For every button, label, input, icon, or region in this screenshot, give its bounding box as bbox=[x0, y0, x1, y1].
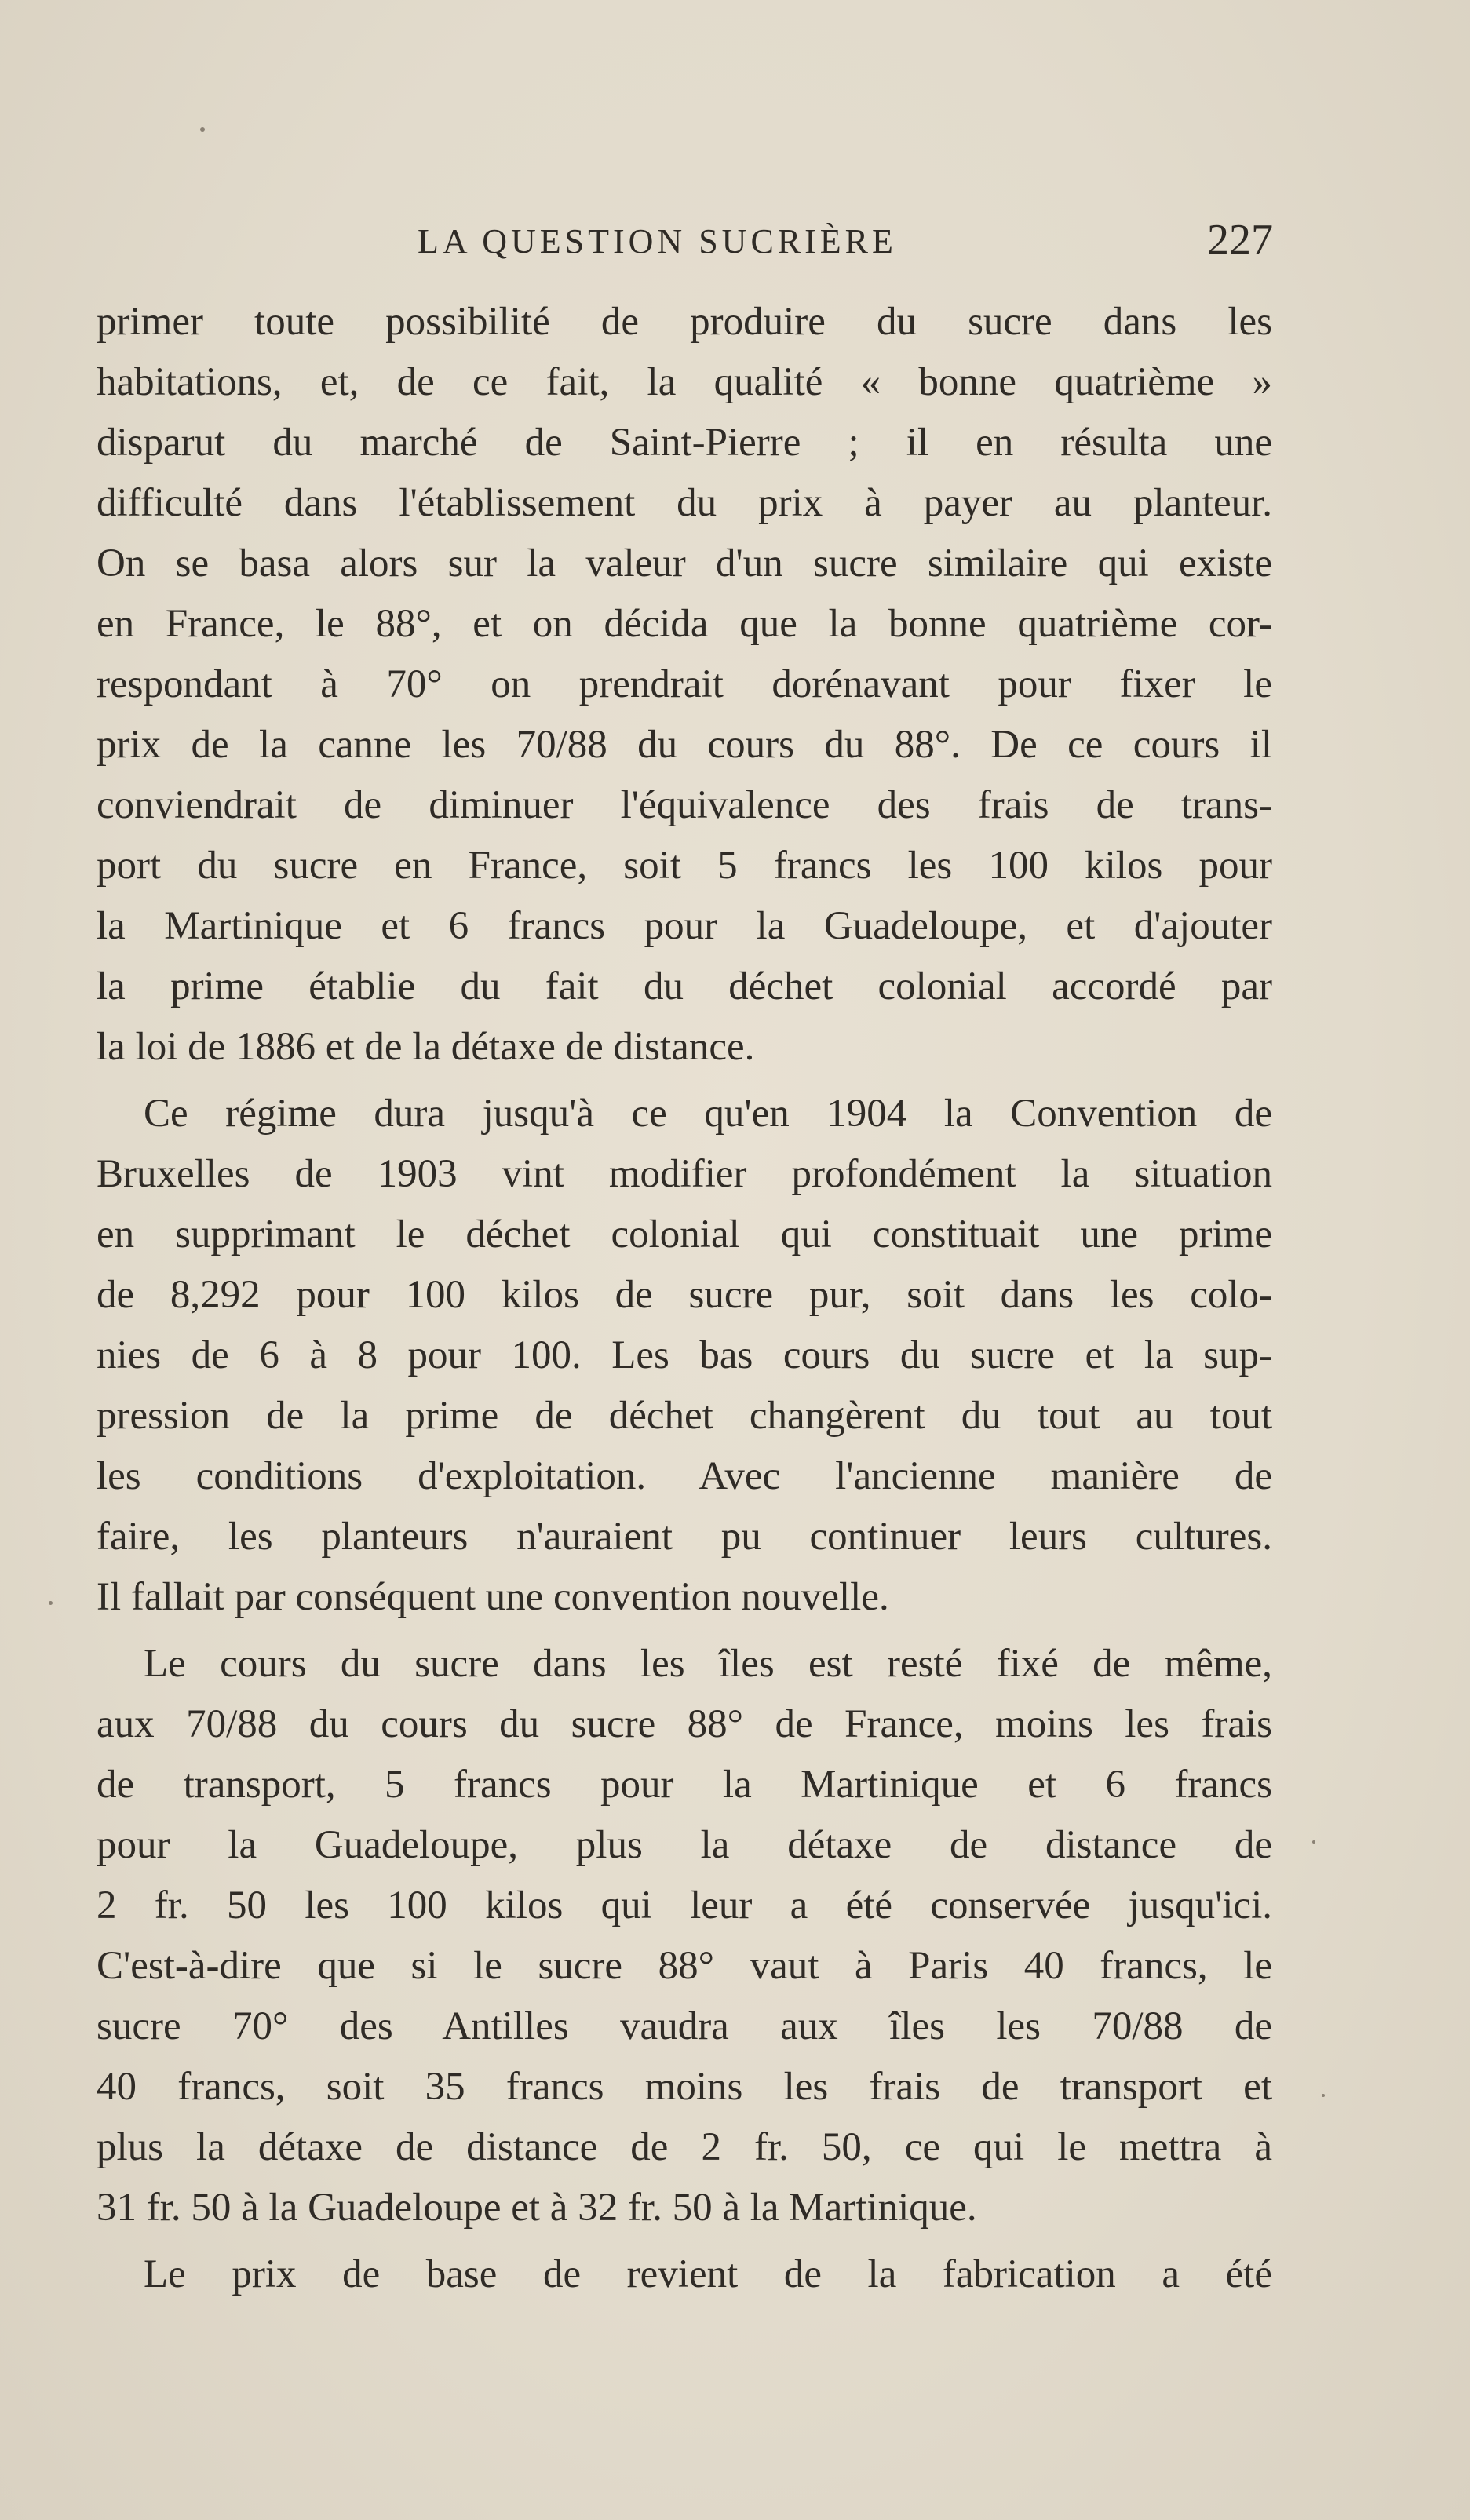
text-line: conviendrait de diminuer l'équivalence des frais de trans- bbox=[97, 783, 1272, 827]
paper-speck bbox=[200, 127, 205, 132]
paper-speck bbox=[1312, 1840, 1315, 1844]
page-header bbox=[94, 215, 1271, 270]
text-line: Bruxelles de 1903 vint modifier profondément la situation bbox=[97, 1152, 1272, 1196]
text-line: 40 francs, soit 35 francs moins les frais de transport et bbox=[97, 2065, 1272, 2109]
text-line: 31 fr. 50 à la Guadeloupe et à 32 fr. 50 à la Martinique. bbox=[97, 2186, 977, 2230]
text-line: difficulté dans l'établissement du prix à payer au planteur. bbox=[97, 481, 1272, 525]
paper-speck bbox=[49, 1601, 53, 1605]
text-line: la loi de 1886 et de la détaxe de distance. bbox=[97, 1025, 755, 1069]
text-line: primer toute possibilité de produire du sucre dans les bbox=[97, 300, 1272, 344]
text-line: pour la Guadeloupe, plus la détaxe de distance de bbox=[97, 1823, 1272, 1867]
text-line: Il fallait par conséquent une convention nouvelle. bbox=[97, 1575, 889, 1619]
text-line: sucre 70° des Antilles vaudra aux îles les 70/88 de bbox=[97, 2004, 1272, 2048]
body-text bbox=[97, 292, 1272, 2305]
text-line: la prime établie du fait du déchet colonial accordé par bbox=[97, 965, 1272, 1008]
text-line: faire, les planteurs n'auraient pu continuer leurs cultures. bbox=[97, 1515, 1272, 1559]
page-number: 227 bbox=[1207, 216, 1273, 264]
text-line: On se basa alors sur la valeur d'un sucre similaire qui existe bbox=[97, 542, 1272, 585]
text-line: pression de la prime de déchet changèrent du tout au tout bbox=[97, 1394, 1272, 1438]
paper-speck bbox=[1322, 2094, 1325, 2097]
text-line: en supprimant le déchet colonial qui constituait une prime bbox=[97, 1213, 1272, 1256]
text-line: plus la détaxe de distance de 2 fr. 50, ce qui le mettra à bbox=[97, 2125, 1272, 2169]
running-title: LA QUESTION SUCRIÈRE bbox=[418, 222, 897, 261]
text-line: de transport, 5 francs pour la Martinique et 6 francs bbox=[97, 1763, 1272, 1807]
text-line: prix de la canne les 70/88 du cours du 88°. De ce cours il bbox=[97, 723, 1272, 767]
text-line: en France, le 88°, et on décida que la bonne quatrième cor- bbox=[97, 602, 1272, 646]
text-line: de 8,292 pour 100 kilos de sucre pur, soit dans les colo- bbox=[97, 1273, 1272, 1317]
text-line: aux 70/88 du cours du sucre 88° de France, moins les frais bbox=[97, 1702, 1272, 1746]
text-line: Le cours du sucre dans les îles est resté fixé de même, bbox=[144, 1642, 1272, 1686]
text-line: 2 fr. 50 les 100 kilos qui leur a été conservée jusqu'ici. bbox=[97, 1884, 1272, 1927]
text-line: Ce régime dura jusqu'à ce qu'en 1904 la Convention de bbox=[144, 1092, 1272, 1136]
text-line: Le prix de base de revient de la fabrication a été bbox=[144, 2252, 1272, 2296]
text-line: nies de 6 à 8 pour 100. Les bas cours du sucre et la sup- bbox=[97, 1333, 1272, 1377]
text-line: port du sucre en France, soit 5 francs les 100 kilos pour bbox=[97, 844, 1272, 888]
text-line: habitations, et, de ce fait, la qualité « bonne quatrième » bbox=[97, 360, 1272, 404]
text-line: respondant à 70° on prendrait dorénavant pour fixer le bbox=[97, 662, 1272, 706]
text-line: les conditions d'exploitation. Avec l'ancienne manière de bbox=[97, 1454, 1272, 1498]
text-line: C'est-à-dire que si le sucre 88° vaut à Paris 40 francs, le bbox=[97, 1944, 1272, 1988]
text-line: disparut du marché de Saint-Pierre ; il en résulta une bbox=[97, 421, 1272, 465]
text-line: la Martinique et 6 francs pour la Guadeloupe, et d'ajouter bbox=[97, 904, 1272, 948]
